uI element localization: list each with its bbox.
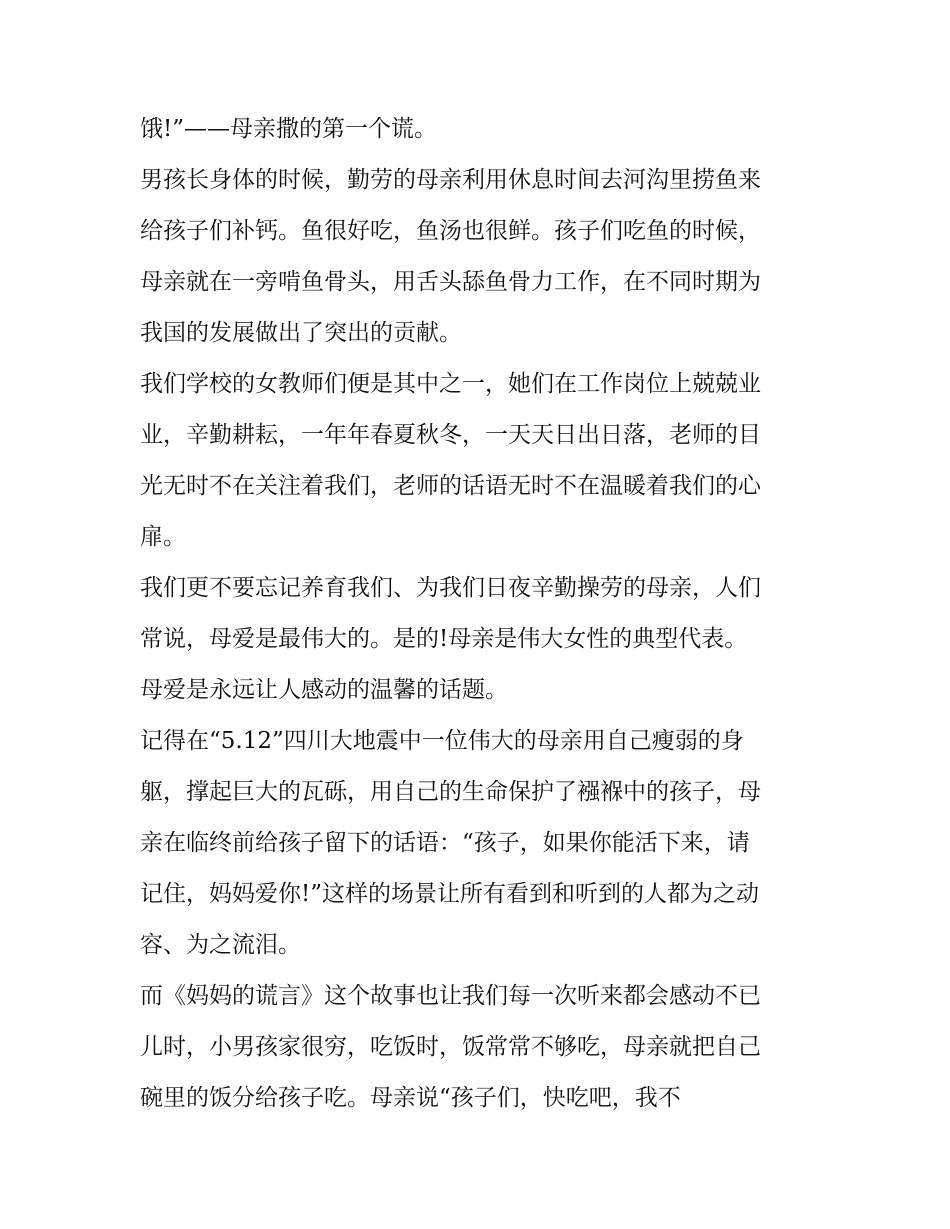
text-line-18: 而《妈妈的谎言》这个故事也让我们每一次听来都会感动不已 <box>140 983 761 1009</box>
text-line-6: 我们学校的女教师们便是其中之一，她们在工作岗位上兢兢业 <box>140 371 761 397</box>
text-line-4: 母亲就在一旁啃鱼骨头，用舌头舔鱼骨力工作，在不同时期为 <box>140 269 761 295</box>
text-line-1: 饿!”——母亲撒的第一个谎。 <box>140 116 438 142</box>
text-line-14: 躯，撑起巨大的瓦砾，用自己的生命保护了襁褓中的孩子，母 <box>140 779 761 805</box>
text-line-8: 光无时不在关注着我们，老师的话语无时不在温暖着我们的心 <box>140 473 761 499</box>
text-line-13: 记得在“5.12”四川大地震中一位伟大的母亲用自己瘦弱的身 <box>140 728 744 754</box>
text-line-7: 业，辛勤耕耘，一年年春夏秋冬，一天天日出日落，老师的目 <box>140 422 761 448</box>
text-line-3: 给孩子们补钙。鱼很好吃，鱼汤也很鲜。孩子们吃鱼的时候， <box>140 218 761 244</box>
text-line-19: 儿时，小男孩家很穷，吃饭时，饭常常不够吃，母亲就把自己 <box>140 1034 761 1060</box>
document-body <box>140 104 820 1124</box>
text-line-12: 母爱是永远让人感动的温馨的话题。 <box>140 677 508 703</box>
text-line-9: 扉。 <box>140 524 186 550</box>
text-line-5: 我国的发展做出了突出的贡献。 <box>140 320 462 346</box>
text-line-2: 男孩长身体的时候，勤劳的母亲利用休息时间去河沟里捞鱼来 <box>140 167 761 193</box>
text-line-15: 亲在临终前给孩子留下的话语：“孩子，如果你能活下来，请 <box>140 830 750 856</box>
text-line-16: 记住，妈妈爱你!”这样的场景让所有看到和听到的人都为之动 <box>140 881 760 907</box>
text-line-17: 容、为之流泪。 <box>140 932 301 958</box>
text-line-11: 常说，母爱是最伟大的。是的!母亲是伟大女性的典型代表。 <box>140 626 748 652</box>
text-line-10: 我们更不要忘记养育我们、为我们日夜辛勤操劳的母亲，人们 <box>140 575 761 601</box>
text-line-20: 碗里的饭分给孩子吃。母亲说“孩子们，快吃吧，我不 <box>140 1085 681 1111</box>
